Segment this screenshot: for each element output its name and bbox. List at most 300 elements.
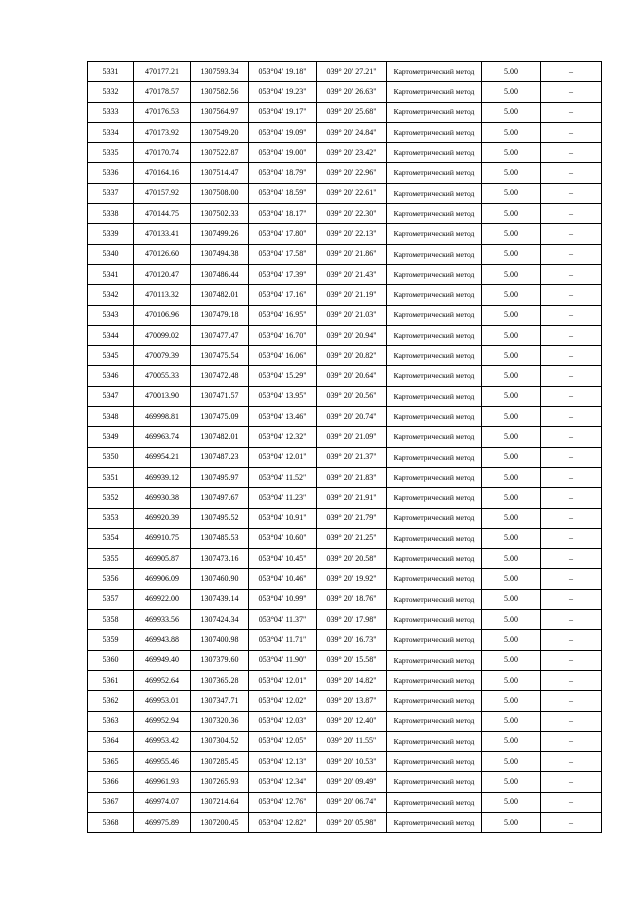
accuracy-cell: 5.00 (482, 346, 541, 366)
table-row (88, 691, 602, 711)
accuracy-cell: 5.00 (482, 427, 541, 447)
accuracy-cell: 5.00 (482, 224, 541, 244)
latitude-cell: 053°04' 12.01" (249, 670, 317, 690)
latitude-cell: 053°04' 11.71" (249, 630, 317, 650)
point-number-cell: 5364 (88, 731, 134, 751)
latitude-cell: 053°04' 12.01" (249, 447, 317, 467)
latitude-cell: 053°04' 18.17" (249, 204, 317, 224)
longitude-cell: 039° 20' 05.98" (317, 812, 387, 832)
x-coordinate-cell: 470173.92 (134, 122, 191, 142)
method-cell: Картометрический метод (387, 407, 482, 427)
accuracy-cell: 5.00 (482, 386, 541, 406)
point-number-cell: 5334 (88, 122, 134, 142)
note-cell: – (541, 427, 602, 447)
accuracy-cell: 5.00 (482, 143, 541, 163)
x-coordinate-cell: 469920.39 (134, 508, 191, 528)
method-cell: Картометрический метод (387, 549, 482, 569)
point-number-cell: 5362 (88, 691, 134, 711)
latitude-cell: 053°04' 16.06" (249, 346, 317, 366)
longitude-cell: 039° 20' 24.84" (317, 122, 387, 142)
point-number-cell: 5338 (88, 204, 134, 224)
longitude-cell: 039° 20' 23.42" (317, 143, 387, 163)
accuracy-cell: 5.00 (482, 569, 541, 589)
table-row (88, 528, 602, 548)
table-row (88, 325, 602, 345)
latitude-cell: 053°04' 12.02" (249, 691, 317, 711)
longitude-cell: 039° 20' 21.19" (317, 285, 387, 305)
x-coordinate-cell: 470055.33 (134, 366, 191, 386)
method-cell: Картометрический метод (387, 812, 482, 832)
latitude-cell: 053°04' 19.09" (249, 122, 317, 142)
x-coordinate-cell: 469910.75 (134, 528, 191, 548)
point-number-cell: 5343 (88, 305, 134, 325)
longitude-cell: 039° 20' 27.21" (317, 62, 387, 82)
longitude-cell: 039° 20' 21.43" (317, 264, 387, 284)
method-cell: Картометрический метод (387, 122, 482, 142)
latitude-cell: 053°04' 17.16" (249, 285, 317, 305)
table-row (88, 143, 602, 163)
x-coordinate-cell: 469975.89 (134, 812, 191, 832)
accuracy-cell: 5.00 (482, 549, 541, 569)
table-row (88, 386, 602, 406)
method-cell: Картометрический метод (387, 447, 482, 467)
point-number-cell: 5351 (88, 467, 134, 487)
x-coordinate-cell: 469930.38 (134, 488, 191, 508)
method-cell: Картометрический метод (387, 427, 482, 447)
note-cell: – (541, 305, 602, 325)
longitude-cell: 039° 20' 20.74" (317, 407, 387, 427)
method-cell: Картометрический метод (387, 467, 482, 487)
method-cell: Картометрический метод (387, 691, 482, 711)
latitude-cell: 053°04' 11.23" (249, 488, 317, 508)
latitude-cell: 053°04' 17.39" (249, 264, 317, 284)
y-coordinate-cell: 1307439.14 (191, 589, 249, 609)
point-number-cell: 5345 (88, 346, 134, 366)
latitude-cell: 053°04' 15.29" (249, 366, 317, 386)
note-cell: – (541, 610, 602, 630)
y-coordinate-cell: 1307508.00 (191, 183, 249, 203)
x-coordinate-cell: 469943.88 (134, 630, 191, 650)
x-coordinate-cell: 470013.90 (134, 386, 191, 406)
longitude-cell: 039° 20' 21.37" (317, 447, 387, 467)
y-coordinate-cell: 1307214.64 (191, 792, 249, 812)
table-row (88, 670, 602, 690)
note-cell: – (541, 62, 602, 82)
latitude-cell: 053°04' 10.91" (249, 508, 317, 528)
longitude-cell: 039° 20' 26.63" (317, 82, 387, 102)
accuracy-cell: 5.00 (482, 752, 541, 772)
method-cell: Картометрический метод (387, 163, 482, 183)
method-cell: Картометрический метод (387, 610, 482, 630)
table-row (88, 224, 602, 244)
y-coordinate-cell: 1307485.53 (191, 528, 249, 548)
table-row (88, 711, 602, 731)
table-row (88, 569, 602, 589)
note-cell: – (541, 325, 602, 345)
y-coordinate-cell: 1307347.71 (191, 691, 249, 711)
point-number-cell: 5353 (88, 508, 134, 528)
point-number-cell: 5337 (88, 183, 134, 203)
point-number-cell: 5333 (88, 102, 134, 122)
longitude-cell: 039° 20' 21.91" (317, 488, 387, 508)
longitude-cell: 039° 20' 21.79" (317, 508, 387, 528)
latitude-cell: 053°04' 17.58" (249, 244, 317, 264)
note-cell: – (541, 650, 602, 670)
y-coordinate-cell: 1307460.90 (191, 569, 249, 589)
longitude-cell: 039° 20' 06.74" (317, 792, 387, 812)
longitude-cell: 039° 20' 14.82" (317, 670, 387, 690)
x-coordinate-cell: 470099.02 (134, 325, 191, 345)
table-row (88, 508, 602, 528)
latitude-cell: 053°04' 12.13" (249, 752, 317, 772)
table-row (88, 264, 602, 284)
x-coordinate-cell: 469953.42 (134, 731, 191, 751)
x-coordinate-cell: 470157.92 (134, 183, 191, 203)
table-row (88, 366, 602, 386)
table-row (88, 630, 602, 650)
table-row (88, 792, 602, 812)
note-cell: – (541, 752, 602, 772)
point-number-cell: 5347 (88, 386, 134, 406)
note-cell: – (541, 407, 602, 427)
method-cell: Картометрический метод (387, 488, 482, 508)
method-cell: Картометрический метод (387, 650, 482, 670)
table-row (88, 285, 602, 305)
y-coordinate-cell: 1307486.44 (191, 264, 249, 284)
table-row (88, 305, 602, 325)
note-cell: – (541, 244, 602, 264)
x-coordinate-cell: 469953.01 (134, 691, 191, 711)
y-coordinate-cell: 1307502.33 (191, 204, 249, 224)
note-cell: – (541, 183, 602, 203)
note-cell: – (541, 549, 602, 569)
longitude-cell: 039° 20' 21.86" (317, 244, 387, 264)
note-cell: – (541, 102, 602, 122)
method-cell: Картометрический метод (387, 285, 482, 305)
table-row (88, 82, 602, 102)
table-row (88, 102, 602, 122)
latitude-cell: 053°04' 17.80" (249, 224, 317, 244)
y-coordinate-cell: 1307475.54 (191, 346, 249, 366)
note-cell: – (541, 508, 602, 528)
latitude-cell: 053°04' 16.70" (249, 325, 317, 345)
longitude-cell: 039° 20' 19.92" (317, 569, 387, 589)
longitude-cell: 039° 20' 20.56" (317, 386, 387, 406)
latitude-cell: 053°04' 13.95" (249, 386, 317, 406)
point-number-cell: 5346 (88, 366, 134, 386)
note-cell: – (541, 447, 602, 467)
y-coordinate-cell: 1307495.97 (191, 467, 249, 487)
x-coordinate-cell: 470113.32 (134, 285, 191, 305)
x-coordinate-cell: 470170.74 (134, 143, 191, 163)
method-cell: Картометрический метод (387, 386, 482, 406)
x-coordinate-cell: 469954.21 (134, 447, 191, 467)
note-cell: – (541, 528, 602, 548)
latitude-cell: 053°04' 12.82" (249, 812, 317, 832)
point-number-cell: 5348 (88, 407, 134, 427)
accuracy-cell: 5.00 (482, 285, 541, 305)
accuracy-cell: 5.00 (482, 447, 541, 467)
accuracy-cell: 5.00 (482, 82, 541, 102)
longitude-cell: 039° 20' 11.55" (317, 731, 387, 751)
note-cell: – (541, 772, 602, 792)
y-coordinate-cell: 1307379.60 (191, 650, 249, 670)
point-number-cell: 5340 (88, 244, 134, 264)
x-coordinate-cell: 469933.56 (134, 610, 191, 630)
point-number-cell: 5363 (88, 711, 134, 731)
y-coordinate-cell: 1307477.47 (191, 325, 249, 345)
point-number-cell: 5357 (88, 589, 134, 609)
y-coordinate-cell: 1307285.45 (191, 752, 249, 772)
x-coordinate-cell: 470178.57 (134, 82, 191, 102)
point-number-cell: 5331 (88, 62, 134, 82)
accuracy-cell: 5.00 (482, 204, 541, 224)
longitude-cell: 039° 20' 21.09" (317, 427, 387, 447)
table-row (88, 650, 602, 670)
table-row (88, 204, 602, 224)
accuracy-cell: 5.00 (482, 630, 541, 650)
method-cell: Картометрический метод (387, 589, 482, 609)
x-coordinate-cell: 469963.74 (134, 427, 191, 447)
accuracy-cell: 5.00 (482, 62, 541, 82)
longitude-cell: 039° 20' 13.87" (317, 691, 387, 711)
method-cell: Картометрический метод (387, 772, 482, 792)
table-row (88, 731, 602, 751)
longitude-cell: 039° 20' 20.82" (317, 346, 387, 366)
note-cell: – (541, 630, 602, 650)
accuracy-cell: 5.00 (482, 183, 541, 203)
longitude-cell: 039° 20' 20.58" (317, 549, 387, 569)
method-cell: Картометрический метод (387, 528, 482, 548)
y-coordinate-cell: 1307482.01 (191, 427, 249, 447)
point-number-cell: 5354 (88, 528, 134, 548)
point-number-cell: 5335 (88, 143, 134, 163)
x-coordinate-cell: 470106.96 (134, 305, 191, 325)
y-coordinate-cell: 1307475.09 (191, 407, 249, 427)
latitude-cell: 053°04' 18.79" (249, 163, 317, 183)
note-cell: – (541, 122, 602, 142)
x-coordinate-cell: 469906.09 (134, 569, 191, 589)
note-cell: – (541, 812, 602, 832)
longitude-cell: 039° 20' 21.25" (317, 528, 387, 548)
point-number-cell: 5368 (88, 812, 134, 832)
x-coordinate-cell: 469949.40 (134, 650, 191, 670)
x-coordinate-cell: 470079.39 (134, 346, 191, 366)
y-coordinate-cell: 1307365.28 (191, 670, 249, 690)
accuracy-cell: 5.00 (482, 407, 541, 427)
longitude-cell: 039° 20' 18.76" (317, 589, 387, 609)
note-cell: – (541, 488, 602, 508)
longitude-cell: 039° 20' 20.94" (317, 325, 387, 345)
longitude-cell: 039° 20' 21.03" (317, 305, 387, 325)
note-cell: – (541, 346, 602, 366)
y-coordinate-cell: 1307472.48 (191, 366, 249, 386)
method-cell: Картометрический метод (387, 792, 482, 812)
method-cell: Картометрический метод (387, 670, 482, 690)
x-coordinate-cell: 470133.41 (134, 224, 191, 244)
method-cell: Картометрический метод (387, 325, 482, 345)
accuracy-cell: 5.00 (482, 589, 541, 609)
longitude-cell: 039° 20' 09.49" (317, 772, 387, 792)
note-cell: – (541, 224, 602, 244)
x-coordinate-cell: 469955.46 (134, 752, 191, 772)
accuracy-cell: 5.00 (482, 812, 541, 832)
method-cell: Картометрический метод (387, 346, 482, 366)
method-cell: Картометрический метод (387, 204, 482, 224)
longitude-cell: 039° 20' 17.98" (317, 610, 387, 630)
longitude-cell: 039° 20' 20.64" (317, 366, 387, 386)
y-coordinate-cell: 1307265.93 (191, 772, 249, 792)
accuracy-cell: 5.00 (482, 244, 541, 264)
table-row (88, 346, 602, 366)
y-coordinate-cell: 1307499.26 (191, 224, 249, 244)
method-cell: Картометрический метод (387, 264, 482, 284)
note-cell: – (541, 143, 602, 163)
method-cell: Картометрический метод (387, 508, 482, 528)
note-cell: – (541, 569, 602, 589)
table-row (88, 427, 602, 447)
accuracy-cell: 5.00 (482, 488, 541, 508)
y-coordinate-cell: 1307479.18 (191, 305, 249, 325)
latitude-cell: 053°04' 19.17" (249, 102, 317, 122)
point-number-cell: 5367 (88, 792, 134, 812)
x-coordinate-cell: 469952.64 (134, 670, 191, 690)
latitude-cell: 053°04' 10.45" (249, 549, 317, 569)
x-coordinate-cell: 470164.16 (134, 163, 191, 183)
table-row (88, 467, 602, 487)
x-coordinate-cell: 470177.21 (134, 62, 191, 82)
latitude-cell: 053°04' 12.05" (249, 731, 317, 751)
accuracy-cell: 5.00 (482, 691, 541, 711)
table-row (88, 244, 602, 264)
table-row (88, 407, 602, 427)
x-coordinate-cell: 470144.75 (134, 204, 191, 224)
note-cell: – (541, 204, 602, 224)
latitude-cell: 053°04' 10.99" (249, 589, 317, 609)
point-number-cell: 5339 (88, 224, 134, 244)
accuracy-cell: 5.00 (482, 711, 541, 731)
method-cell: Картометрический метод (387, 183, 482, 203)
note-cell: – (541, 670, 602, 690)
table-row (88, 772, 602, 792)
point-number-cell: 5344 (88, 325, 134, 345)
y-coordinate-cell: 1307304.52 (191, 731, 249, 751)
y-coordinate-cell: 1307400.98 (191, 630, 249, 650)
table-row (88, 183, 602, 203)
note-cell: – (541, 731, 602, 751)
latitude-cell: 053°04' 11.52" (249, 467, 317, 487)
accuracy-cell: 5.00 (482, 508, 541, 528)
accuracy-cell: 5.00 (482, 325, 541, 345)
longitude-cell: 039° 20' 22.96" (317, 163, 387, 183)
latitude-cell: 053°04' 16.95" (249, 305, 317, 325)
table-row (88, 549, 602, 569)
note-cell: – (541, 264, 602, 284)
point-number-cell: 5360 (88, 650, 134, 670)
accuracy-cell: 5.00 (482, 670, 541, 690)
coordinates-table-body (88, 62, 602, 833)
note-cell: – (541, 691, 602, 711)
note-cell: – (541, 82, 602, 102)
x-coordinate-cell: 470120.47 (134, 264, 191, 284)
note-cell: – (541, 163, 602, 183)
longitude-cell: 039° 20' 25.68" (317, 102, 387, 122)
latitude-cell: 053°04' 18.59" (249, 183, 317, 203)
x-coordinate-cell: 469974.07 (134, 792, 191, 812)
method-cell: Картометрический метод (387, 630, 482, 650)
accuracy-cell: 5.00 (482, 772, 541, 792)
latitude-cell: 053°04' 11.37" (249, 610, 317, 630)
accuracy-cell: 5.00 (482, 163, 541, 183)
point-number-cell: 5361 (88, 670, 134, 690)
y-coordinate-cell: 1307497.67 (191, 488, 249, 508)
latitude-cell: 053°04' 10.60" (249, 528, 317, 548)
table-row (88, 447, 602, 467)
x-coordinate-cell: 469939.12 (134, 467, 191, 487)
point-number-cell: 5359 (88, 630, 134, 650)
point-number-cell: 5336 (88, 163, 134, 183)
note-cell: – (541, 711, 602, 731)
longitude-cell: 039° 20' 22.13" (317, 224, 387, 244)
note-cell: – (541, 366, 602, 386)
accuracy-cell: 5.00 (482, 792, 541, 812)
accuracy-cell: 5.00 (482, 528, 541, 548)
x-coordinate-cell: 470126.60 (134, 244, 191, 264)
note-cell: – (541, 386, 602, 406)
accuracy-cell: 5.00 (482, 610, 541, 630)
accuracy-cell: 5.00 (482, 467, 541, 487)
method-cell: Картометрический метод (387, 82, 482, 102)
table-row (88, 812, 602, 832)
coordinates-table (87, 61, 602, 833)
point-number-cell: 5350 (88, 447, 134, 467)
y-coordinate-cell: 1307593.34 (191, 62, 249, 82)
point-number-cell: 5356 (88, 569, 134, 589)
accuracy-cell: 5.00 (482, 366, 541, 386)
y-coordinate-cell: 1307494.38 (191, 244, 249, 264)
longitude-cell: 039° 20' 22.30" (317, 204, 387, 224)
y-coordinate-cell: 1307487.23 (191, 447, 249, 467)
note-cell: – (541, 467, 602, 487)
y-coordinate-cell: 1307582.56 (191, 82, 249, 102)
method-cell: Картометрический метод (387, 731, 482, 751)
latitude-cell: 053°04' 11.90" (249, 650, 317, 670)
longitude-cell: 039° 20' 22.61" (317, 183, 387, 203)
method-cell: Картометрический метод (387, 143, 482, 163)
point-number-cell: 5358 (88, 610, 134, 630)
x-coordinate-cell: 469922.00 (134, 589, 191, 609)
method-cell: Картометрический метод (387, 244, 482, 264)
method-cell: Картометрический метод (387, 305, 482, 325)
point-number-cell: 5355 (88, 549, 134, 569)
table-row (88, 488, 602, 508)
point-number-cell: 5332 (88, 82, 134, 102)
longitude-cell: 039° 20' 10.53" (317, 752, 387, 772)
accuracy-cell: 5.00 (482, 122, 541, 142)
note-cell: – (541, 792, 602, 812)
table-row (88, 62, 602, 82)
y-coordinate-cell: 1307482.01 (191, 285, 249, 305)
y-coordinate-cell: 1307200.45 (191, 812, 249, 832)
longitude-cell: 039° 20' 21.83" (317, 467, 387, 487)
y-coordinate-cell: 1307514.47 (191, 163, 249, 183)
table-row (88, 752, 602, 772)
y-coordinate-cell: 1307320.36 (191, 711, 249, 731)
table-row (88, 610, 602, 630)
table-row (88, 163, 602, 183)
latitude-cell: 053°04' 19.18" (249, 62, 317, 82)
longitude-cell: 039° 20' 15.58" (317, 650, 387, 670)
